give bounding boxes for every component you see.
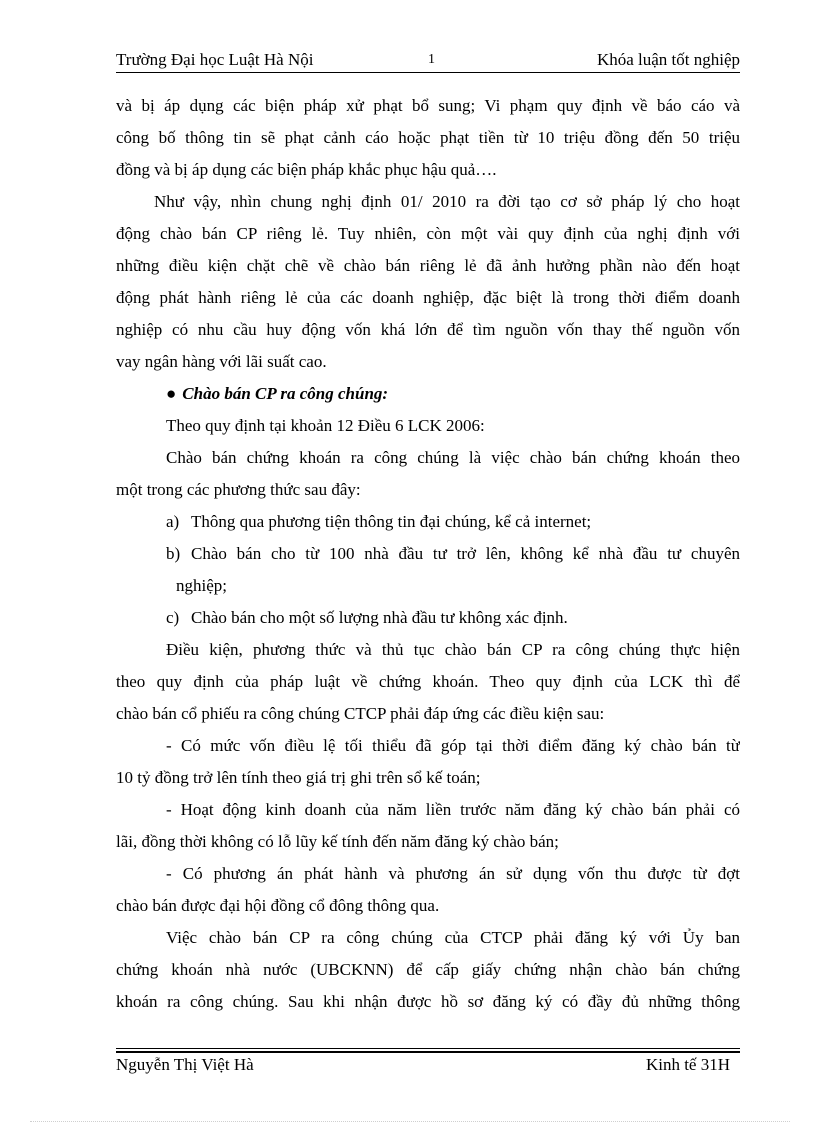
text-line: một trong các phương thức sau đây:	[116, 480, 361, 499]
footer-class: Kinh tế 31H	[645, 1055, 730, 1074]
paragraph-5	[116, 634, 740, 730]
header-doc-type: Khóa luận tốt nghiệp	[596, 50, 740, 69]
text-line: theo quy định của pháp luật về chứng khoán. Theo quy định của LCK thì để	[116, 672, 740, 691]
text-line: những điều kiện chặt chẽ về chào bán riêng lẻ đã ảnh hưởng phần nào đến hoạt	[116, 256, 740, 275]
text-line: chứng khoán nhà nước (UBCKNN) để cấp giấy chứng nhận chào bán chứng	[116, 960, 740, 979]
paragraph-6	[116, 922, 740, 1018]
text-line: khoán ra công chúng. Sau khi nhận được hồ sơ đăng ký có đầy đủ những thông	[116, 992, 740, 1011]
list-item-text: Thông qua phương tiện thông tin đại chúng, kể cả internet;	[191, 512, 592, 531]
text-line: 10 tỷ đồng trở lên tính theo giá trị ghi trên sổ kế toán;	[116, 768, 481, 787]
section-heading-text: Chào bán CP ra công chúng:	[182, 384, 389, 403]
text-line: vay ngân hàng với lãi suất cao.	[116, 352, 327, 371]
text-line: Việc chào bán CP ra công chúng của CTCP phải đăng ký với Ủy ban	[166, 928, 740, 947]
text-line: và bị áp dụng các biện pháp xử phạt bổ sung; Vi phạm quy định về báo cáo và	[116, 96, 740, 115]
list-item-text: Chào bán cho từ 100 nhà đầu tư trở lên, không kể nhà đầu tư chuyên	[191, 544, 740, 563]
list-item-label: a)	[166, 512, 180, 531]
text-line: lãi, đồng thời không có lỗ lũy kế tính đến năm đăng ký chào bán;	[116, 832, 559, 851]
bullet-icon: ●	[166, 384, 177, 403]
text-line: động phát hành riêng lẻ của các doanh nghiệp, đặc biệt là trong thời điểm doanh	[116, 288, 740, 307]
text-line: công bố thông tin sẽ phạt cảnh cáo hoặc phạt tiền từ 10 triệu đồng đến 50 triệu	[116, 128, 740, 147]
list-item	[116, 602, 740, 634]
list-item	[116, 538, 740, 570]
paragraph-3: Theo quy định tại khoản 12 Điều 6 LCK 2006:	[166, 416, 485, 435]
list-item	[116, 506, 740, 538]
text-line: chào bán cổ phiếu ra công chúng CTCP phải đáp ứng các điều kiện sau:	[116, 704, 605, 723]
footer-author: Nguyễn Thị Việt Hà	[116, 1055, 254, 1074]
page-header	[116, 50, 740, 72]
footer-rule-thick	[116, 1051, 740, 1053]
page-number: 1	[428, 52, 435, 67]
condition-3	[116, 858, 740, 922]
text-line: - Có phương án phát hành và phương án sử dụng vốn thu được từ đợt	[166, 864, 740, 883]
section-heading	[116, 378, 740, 410]
text-line: Như vậy, nhìn chung nghị định 01/ 2010 ra đời tạo cơ sở pháp lý cho hoạt	[154, 192, 740, 211]
header-rule	[116, 72, 740, 73]
list-item-continuation: nghiệp;	[176, 576, 227, 595]
list-item-text: Chào bán cho một số lượng nhà đầu tư không xác định.	[191, 608, 568, 627]
list-item-label: b)	[166, 544, 181, 563]
condition-2	[116, 794, 740, 858]
header-school: Trường Đại học Luật Hà Nội	[116, 50, 314, 69]
page-body	[116, 90, 740, 1018]
text-line: chào bán được đại hội đồng cổ đông thông qua.	[116, 896, 440, 915]
paragraph-2	[116, 186, 740, 378]
paragraph-4	[116, 442, 740, 506]
text-line: động chào bán CP riêng lẻ. Tuy nhiên, còn một vài quy định của nghị định với	[116, 224, 740, 243]
text-line: - Hoạt động kinh doanh của năm liền trước năm đăng ký chào bán phải có	[166, 800, 740, 819]
text-line: - Có mức vốn điều lệ tối thiểu đã góp tại thời điểm đăng ký chào bán từ	[166, 736, 740, 755]
page-bottom-dotted-line	[30, 1121, 790, 1122]
list-item-label: c)	[166, 608, 180, 627]
text-line: nghiệp có nhu cầu huy động vốn khá lớn để tìm nguồn vốn thay thế nguồn vốn	[116, 320, 740, 339]
footer-rule	[116, 1048, 740, 1049]
text-line: đồng và bị áp dụng các biện pháp khắc phục hậu quả….	[116, 160, 497, 179]
text-line: Điều kiện, phương thức và thủ tục chào bán CP ra công chúng thực hiện	[166, 640, 740, 659]
paragraph-1	[116, 90, 740, 186]
page-footer	[116, 1054, 740, 1078]
text-line: Chào bán chứng khoán ra công chúng là việc chào bán chứng khoán theo	[166, 448, 740, 467]
condition-1	[116, 730, 740, 794]
method-list	[116, 506, 740, 634]
